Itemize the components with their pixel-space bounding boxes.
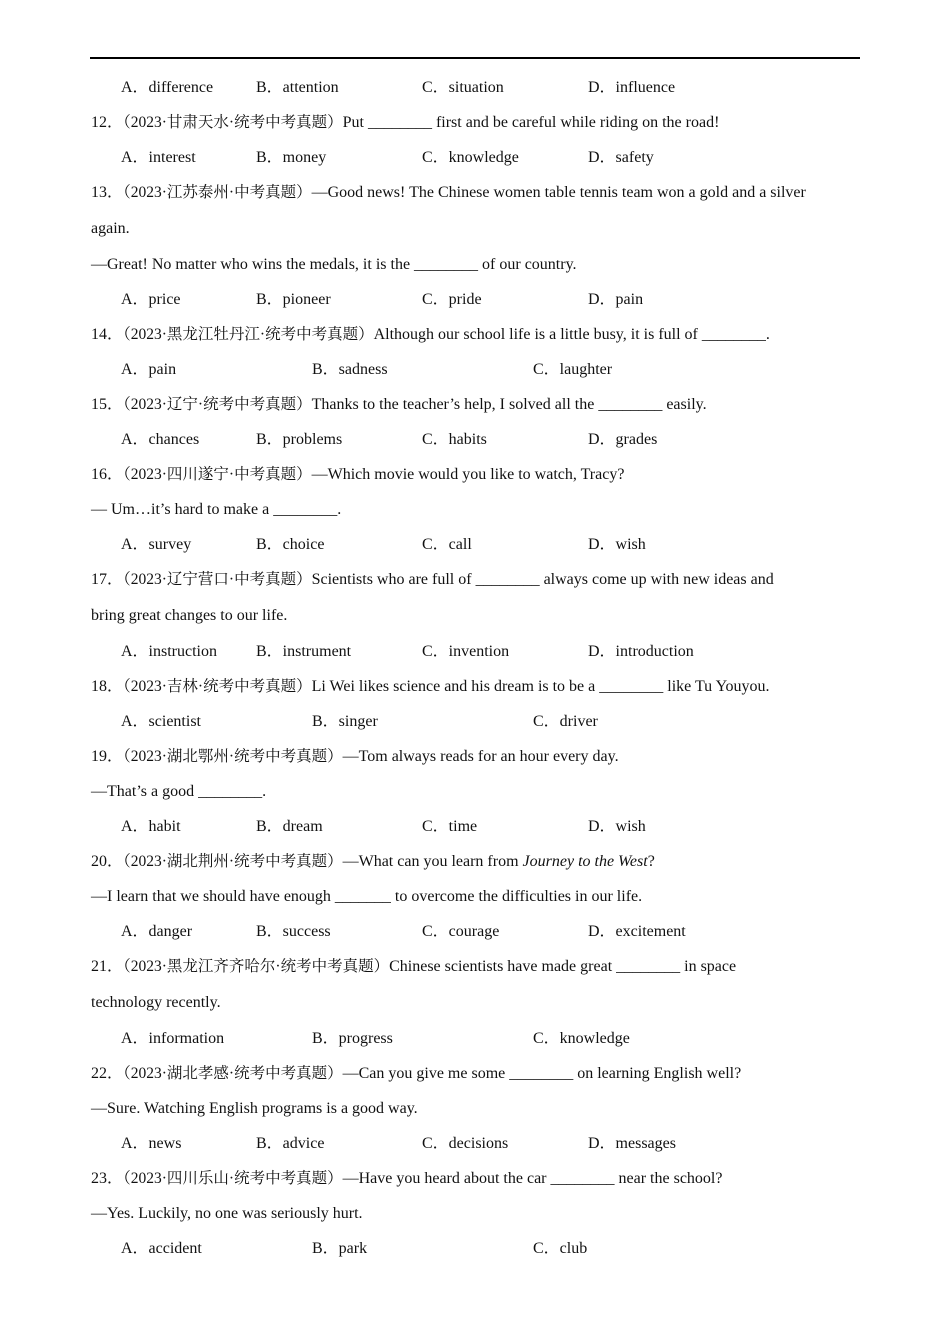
- option-a[interactable]: A．scientist: [121, 713, 201, 730]
- book-title: Journey to the West: [522, 853, 648, 870]
- q15-options: [91, 422, 861, 457]
- question-23-reply: [91, 1196, 861, 1231]
- question-source: （2023·甘肃天水·统考中考真题）: [123, 114, 343, 131]
- question-20: [91, 844, 861, 879]
- question-13-reply: [91, 247, 861, 282]
- question-source: （2023·湖北鄂州·统考中考真题）: [123, 748, 343, 765]
- option-a[interactable]: A．news: [121, 1135, 182, 1152]
- option-b[interactable]: B．problems: [256, 431, 343, 448]
- option-b[interactable]: B．instrument: [256, 643, 352, 660]
- option-b[interactable]: B．park: [312, 1240, 368, 1257]
- q13-options: [91, 282, 861, 317]
- option-d[interactable]: D．safety: [588, 149, 654, 166]
- question-text: —That’s a good ________.: [91, 783, 267, 800]
- q18-options: [91, 704, 861, 739]
- q23-options: [91, 1231, 861, 1266]
- option-b[interactable]: B．advice: [256, 1135, 325, 1152]
- question-source: （2023·湖北荆州·统考中考真题）: [123, 853, 343, 870]
- option-b[interactable]: B．money: [256, 149, 327, 166]
- option-c[interactable]: C．pride: [422, 291, 482, 308]
- q19-options: [91, 809, 861, 844]
- option-b[interactable]: B．sadness: [312, 361, 388, 378]
- question-source: （2023·黑龙江牡丹江·统考中考真题）: [123, 326, 374, 343]
- option-a[interactable]: A．difference: [121, 79, 214, 96]
- option-b[interactable]: B．progress: [312, 1030, 393, 1047]
- question-text: Put ________ first and be careful while riding on the road!: [342, 114, 720, 131]
- question-text: —What can you learn from: [342, 853, 523, 870]
- question-text: Thanks to the teacher’s help, I solved all the ________ easily.: [311, 396, 707, 413]
- question-text: —I learn that we should have enough _______ to overcome the difficulties in our life.: [91, 888, 643, 905]
- option-b[interactable]: B．pioneer: [256, 291, 331, 308]
- option-c[interactable]: C．knowledge: [422, 149, 519, 166]
- option-c[interactable]: C．time: [422, 818, 478, 835]
- option-d[interactable]: D．excitement: [588, 923, 686, 940]
- q22-options: [91, 1126, 861, 1161]
- question-20-reply: [91, 879, 861, 914]
- q16-options: [91, 527, 861, 562]
- option-c[interactable]: C．club: [533, 1240, 588, 1257]
- q20-options: [91, 914, 861, 949]
- option-c[interactable]: C．habits: [422, 431, 487, 448]
- option-a[interactable]: A．instruction: [121, 643, 217, 660]
- question-list: [91, 70, 861, 1266]
- q11-options: [91, 70, 861, 105]
- question-text: —Have you heard about the car ________ near the school?: [342, 1170, 723, 1187]
- question-number: 16．: [91, 466, 124, 483]
- question-text: bring great changes to our life.: [91, 607, 288, 624]
- question-source: （2023·四川乐山·统考中考真题）: [123, 1170, 343, 1187]
- question-text: —Can you give me some ________ on learning English well?: [342, 1065, 742, 1082]
- option-b[interactable]: B．attention: [256, 79, 339, 96]
- question-source: （2023·四川遂宁·中考真题）: [123, 466, 312, 483]
- option-a[interactable]: A．pain: [121, 361, 177, 378]
- question-number: 21．: [91, 958, 124, 975]
- q17-options: [91, 634, 861, 669]
- option-c[interactable]: C．invention: [422, 643, 510, 660]
- question-text: technology recently.: [91, 994, 221, 1011]
- question-number: 20．: [91, 853, 124, 870]
- question-13-continued: [91, 210, 861, 247]
- question-15: [91, 387, 861, 422]
- q21-options: [91, 1021, 861, 1056]
- option-a[interactable]: A．information: [121, 1030, 225, 1047]
- question-text: —Yes. Luckily, no one was seriously hurt.: [91, 1205, 363, 1222]
- q12-options: [91, 140, 861, 175]
- question-text: — Um…it’s hard to make a ________.: [91, 501, 342, 518]
- option-c[interactable]: C．driver: [533, 713, 598, 730]
- option-b[interactable]: B．success: [256, 923, 331, 940]
- option-c[interactable]: C．situation: [422, 79, 504, 96]
- question-text: —Tom always reads for an hour every day.: [342, 748, 619, 765]
- option-c[interactable]: C．laughter: [533, 361, 613, 378]
- option-a[interactable]: A．accident: [121, 1240, 202, 1257]
- question-18: [91, 669, 861, 704]
- question-text: Scientists who are full of ________ always come up with new ideas and: [311, 571, 774, 588]
- question-text: —Good news! The Chinese women table tennis team won a gold and a silver: [311, 184, 806, 201]
- question-14: [91, 317, 861, 352]
- question-22: [91, 1056, 861, 1091]
- question-number: 17．: [91, 571, 124, 588]
- option-d[interactable]: D．influence: [588, 79, 676, 96]
- question-source: （2023·辽宁营口·中考真题）: [123, 571, 312, 588]
- option-b[interactable]: B．choice: [256, 536, 325, 553]
- question-19: [91, 739, 861, 774]
- header-rule: [90, 57, 860, 59]
- option-a[interactable]: A．interest: [121, 149, 196, 166]
- question-number: 19．: [91, 748, 124, 765]
- question-12: [91, 105, 861, 140]
- question-number: 14．: [91, 326, 124, 343]
- option-c[interactable]: C．knowledge: [533, 1030, 630, 1047]
- question-source: （2023·黑龙江齐齐哈尔·统考中考真题）: [123, 958, 390, 975]
- question-number: 23．: [91, 1170, 124, 1187]
- option-a[interactable]: A．price: [121, 291, 181, 308]
- question-16-reply: [91, 492, 861, 527]
- question-13: [91, 175, 861, 210]
- option-a[interactable]: A．chances: [121, 431, 200, 448]
- option-a[interactable]: A．survey: [121, 536, 192, 553]
- question-source: （2023·江苏泰州·中考真题）: [123, 184, 312, 201]
- q14-options: [91, 352, 861, 387]
- option-b[interactable]: B．dream: [256, 818, 323, 835]
- option-d[interactable]: D．pain: [588, 291, 644, 308]
- question-number: 12．: [91, 114, 124, 131]
- question-21: [91, 949, 861, 984]
- question-text: —Sure. Watching English programs is a good way.: [91, 1100, 418, 1117]
- question-17-continued: [91, 597, 861, 634]
- question-text: —Which movie would you like to watch, Tracy?: [311, 466, 625, 483]
- question-number: 22．: [91, 1065, 124, 1082]
- option-d[interactable]: D．grades: [588, 431, 658, 448]
- question-23: [91, 1161, 861, 1196]
- question-17: [91, 562, 861, 597]
- option-d[interactable]: D．introduction: [588, 643, 694, 660]
- question-22-reply: [91, 1091, 861, 1126]
- question-text: Li Wei likes science and his dream is to be a ________ like Tu Youyou.: [311, 678, 770, 695]
- question-text: —Great! No matter who wins the medals, it is the ________ of our country.: [91, 256, 577, 273]
- question-number: 13．: [91, 184, 124, 201]
- question-number: 15．: [91, 396, 124, 413]
- option-c[interactable]: C．call: [422, 536, 472, 553]
- option-d[interactable]: D．wish: [588, 818, 646, 835]
- question-19-reply: [91, 774, 861, 809]
- question-text: again.: [91, 220, 130, 237]
- option-d[interactable]: D．wish: [588, 536, 646, 553]
- question-text-end: ?: [647, 853, 655, 870]
- option-c[interactable]: C．decisions: [422, 1135, 509, 1152]
- question-text: Although our school life is a little busy, it is full of ________.: [373, 326, 770, 343]
- question-text: Chinese scientists have made great ________ in space: [389, 958, 737, 975]
- question-source: （2023·湖北孝感·统考中考真题）: [123, 1065, 343, 1082]
- question-source: （2023·辽宁·统考中考真题）: [123, 396, 312, 413]
- question-16: [91, 457, 861, 492]
- option-d[interactable]: D．messages: [588, 1135, 676, 1152]
- question-number: 18．: [91, 678, 124, 695]
- option-a[interactable]: A．habit: [121, 818, 181, 835]
- question-21-continued: [91, 984, 861, 1021]
- option-a[interactable]: A．danger: [121, 923, 193, 940]
- option-c[interactable]: C．courage: [422, 923, 500, 940]
- question-source: （2023·吉林·统考中考真题）: [123, 678, 312, 695]
- option-b[interactable]: B．singer: [312, 713, 378, 730]
